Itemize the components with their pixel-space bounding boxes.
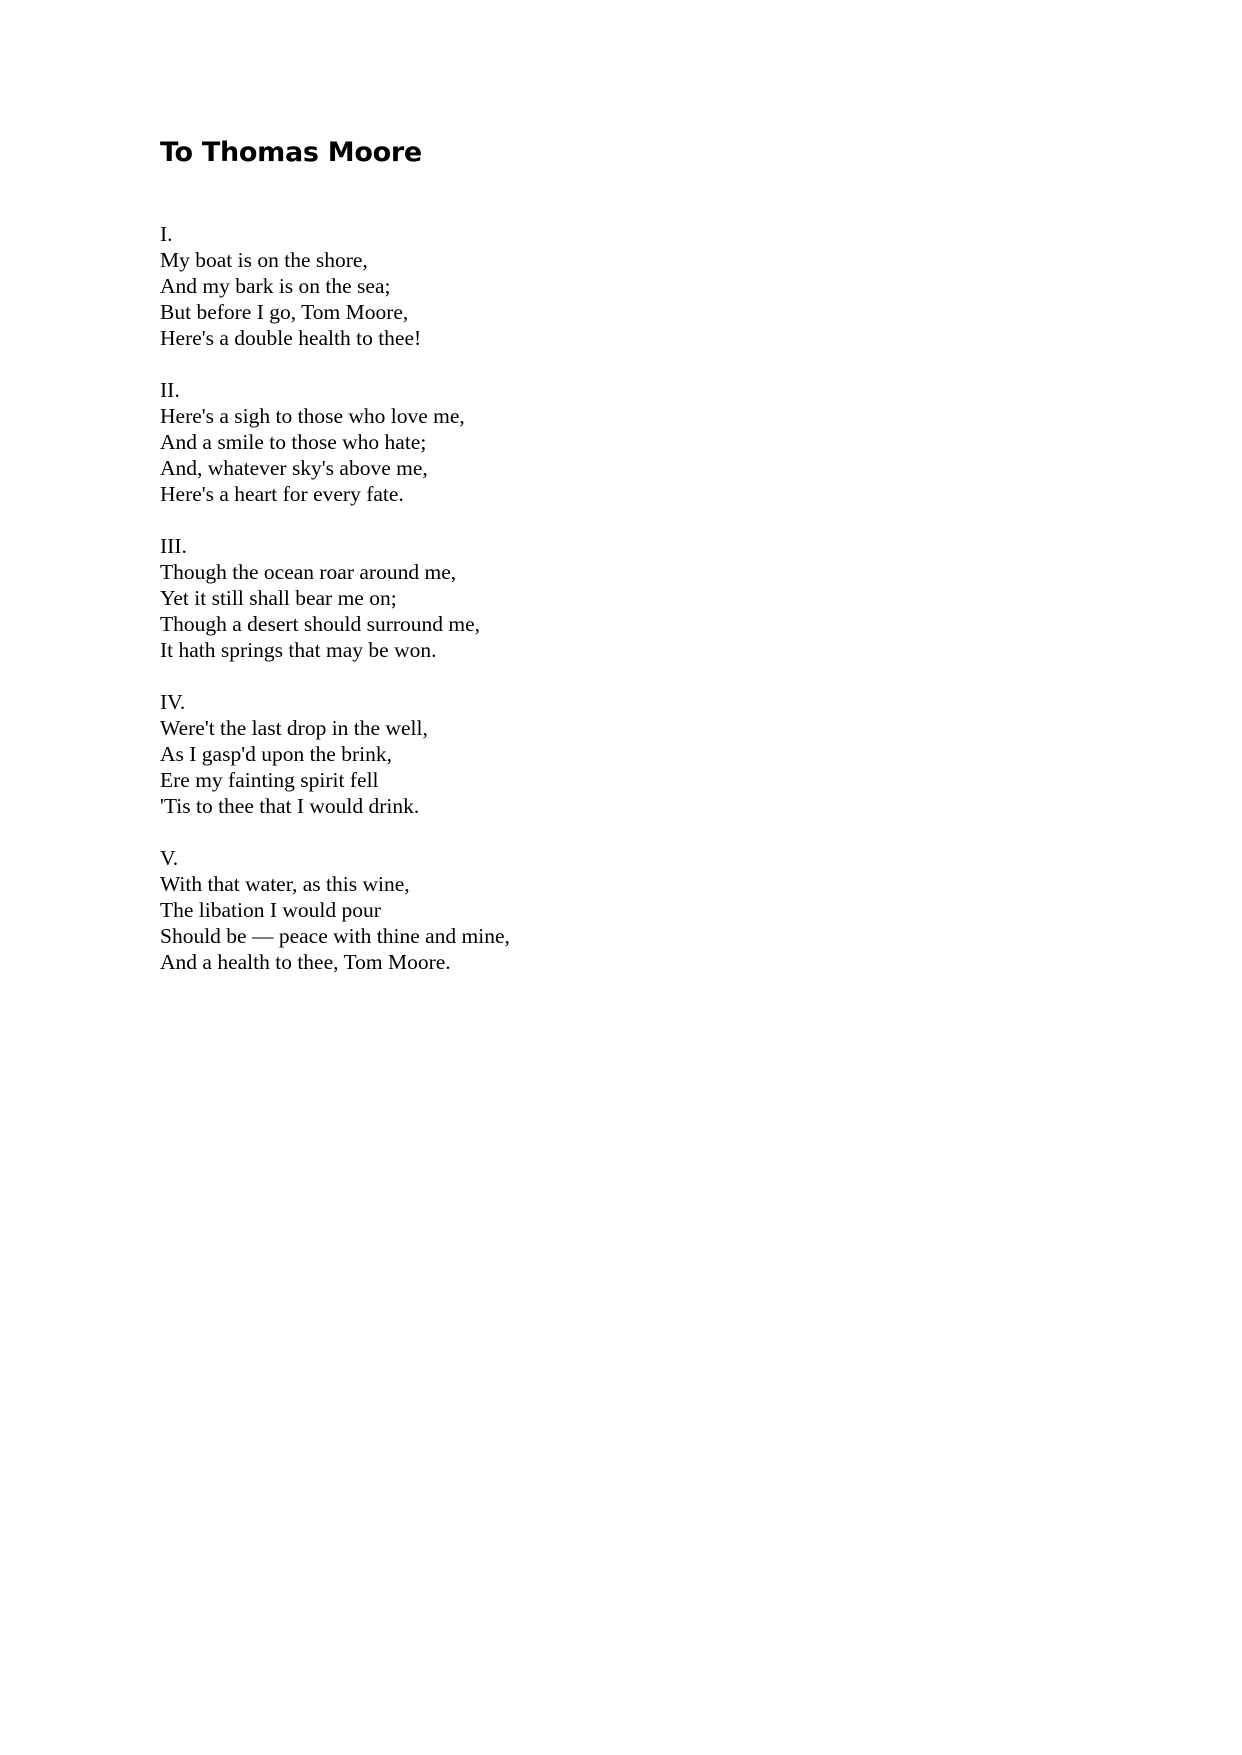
poem-line: And a health to thee, Tom Moore. [160,950,451,974]
stanza [160,845,1060,975]
stanza-number: I. [160,222,173,246]
poem-line: But before I go, Tom Moore, [160,300,409,324]
poem-line: Ere my fainting spirit fell [160,768,379,792]
poem-line: Here's a sigh to those who love me, [160,404,465,428]
stanza [160,689,1060,819]
stanza-number: III. [160,534,187,558]
poem-line: And, whatever sky's above me, [160,456,428,480]
poem-line: Here's a double health to thee! [160,326,422,350]
poem-line: Though the ocean roar around me, [160,560,457,584]
poem-line: 'Tis to thee that I would drink. [160,794,420,818]
poem-line: The libation I would pour [160,898,381,922]
stanza-number: II. [160,378,180,402]
poem-line: Should be — peace with thine and mine, [160,924,510,948]
poem-line: And a smile to those who hate; [160,430,427,454]
stanza-number: V. [160,846,179,870]
poem-title: To Thomas Moore [160,137,422,168]
poem-line: Yet it still shall bear me on; [160,586,397,610]
poem-line: As I gasp'd upon the brink, [160,742,392,766]
poem-line: With that water, as this wine, [160,872,410,896]
poem-body [160,221,1060,1001]
stanza [160,221,1060,351]
poem-line: Though a desert should surround me, [160,612,481,636]
stanza [160,377,1060,507]
poem-line: Were't the last drop in the well, [160,716,428,740]
poem-line: It hath springs that may be won. [160,638,437,662]
poem-line: Here's a heart for every fate. [160,482,404,506]
poem-line: And my bark is on the sea; [160,274,391,298]
stanza-number: IV. [160,690,186,714]
stanza [160,533,1060,663]
poem-line: My boat is on the shore, [160,248,368,272]
